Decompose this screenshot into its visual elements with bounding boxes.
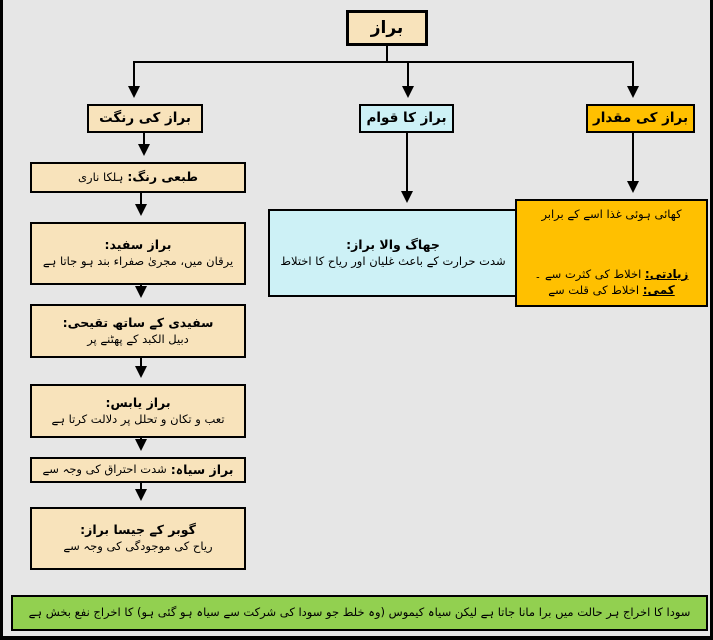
color-box-natural-title: طبعی رنگ: (127, 169, 198, 185)
footer-note-bar (11, 595, 708, 631)
color-box-dry (30, 384, 246, 438)
color-box-white (30, 222, 246, 285)
branch-header-quantity-label: براز کی مقدار (592, 110, 689, 127)
quantity-box-increase (535, 266, 689, 283)
branch-header-color-label: براز کی رنگت (99, 110, 191, 127)
color-box-dung-like-body: ریاح کی موجودگی کی وجہ سے (63, 539, 213, 554)
color-box-dry-body: تعب و تکان و تحلل پر دلالت کرتا ہے (51, 411, 225, 426)
color-box-natural-body: ہلکا ناری (78, 169, 124, 184)
root-node-label: براز (370, 17, 404, 38)
color-box-dry-title: براز یابس: (105, 394, 171, 410)
color-box-black-body: شدت احتراق کی وجہ سے (42, 462, 167, 477)
color-box-dung-like-title: گوبر کے جیسا براز: (80, 522, 196, 538)
quantity-decrease-label: کمی: (642, 283, 675, 298)
color-box-dung-like (30, 507, 246, 570)
quantity-box-line1: کھائی ہوئی غذا اسے کے برابر (541, 207, 682, 221)
color-box-purulent-body: دبیل الکبد کے پھٹنے پر (87, 331, 189, 346)
color-box-white-title: براز سفید: (104, 237, 172, 253)
color-box-purulent-title: سفیدی کے ساتھ تقیحی: (62, 314, 214, 330)
color-box-white-body: یرقان میں، مجریٰ صفراء بند ہو جاتا ہے (42, 254, 234, 269)
branch-header-consistency (359, 104, 454, 133)
quantity-decrease-body: اخلاط کی قلت سے (548, 283, 640, 298)
root-node-stool (346, 10, 428, 46)
quantity-increase-body: اخلاط کی کثرت سے ۔ (534, 266, 642, 281)
color-box-natural (30, 162, 246, 193)
consistency-box-foamy-body: شدت حرارت کے باعث غلیان اور ریاح کا اختلاط (280, 253, 506, 268)
quantity-increase-label: زیادتی: (644, 266, 689, 281)
quantity-box (515, 199, 708, 307)
color-box-black (30, 457, 246, 483)
quantity-box-decrease (548, 282, 674, 299)
branch-header-color (87, 104, 203, 133)
color-box-black-title: براز سیاہ: (170, 461, 234, 477)
footer-note-text: سودا کا اخراج ہر حالت میں برا مانا جاتا ہے لیکن سیاہ کیموس (وہ خلط جو سودا کی شرکت سے سیاہ ہو گئی ہو) کا اخراج نفع بخش ہے (28, 605, 691, 620)
color-box-purulent (30, 304, 246, 358)
branch-header-consistency-label: براز کا قوام (366, 110, 447, 127)
consistency-box-foamy-title: جھاگ والا براز: (346, 236, 440, 252)
branch-header-quantity (586, 104, 695, 133)
consistency-box-foamy (268, 209, 518, 297)
